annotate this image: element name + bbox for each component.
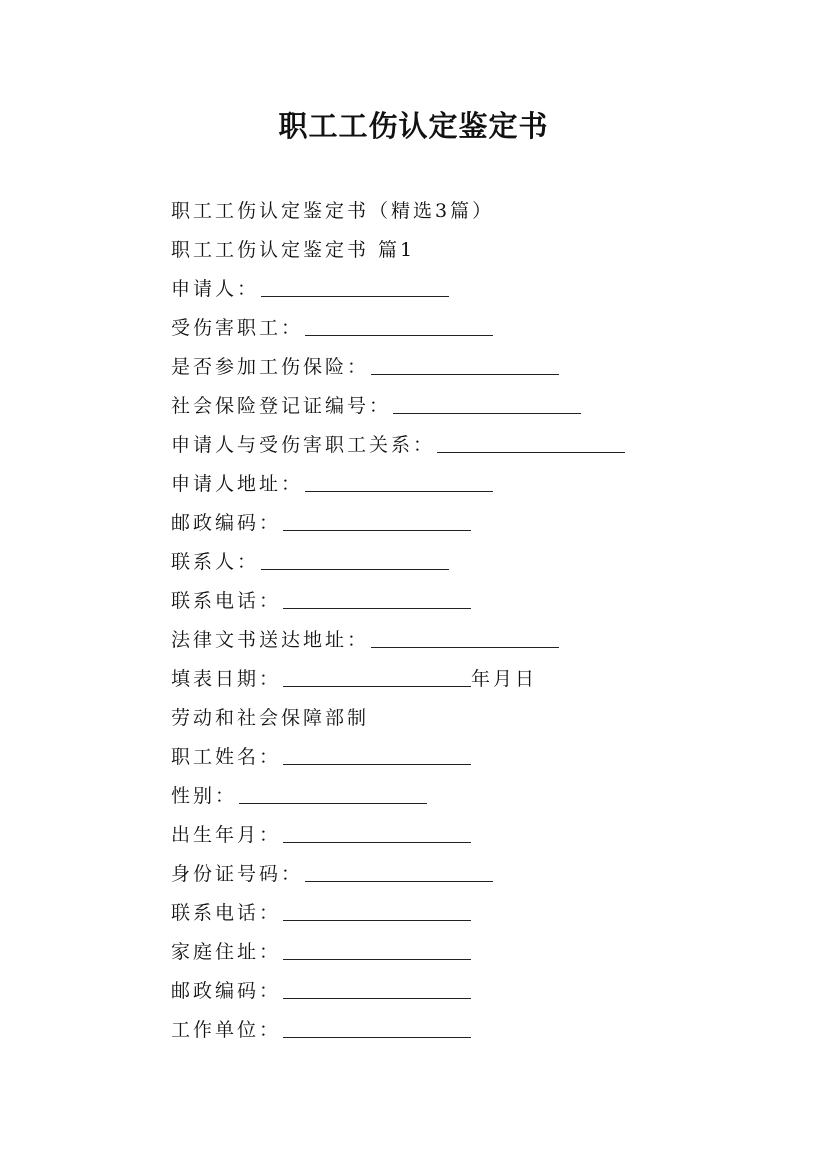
- fill-in-blank[interactable]: [283, 820, 471, 843]
- form-field-row: [171, 586, 791, 625]
- field-label: 申请人：: [171, 278, 260, 300]
- line-text: 职工工伤认定鉴定书（精选3篇）: [171, 200, 495, 222]
- fill-in-blank[interactable]: [437, 430, 625, 453]
- form-field-row: [171, 1015, 791, 1054]
- form-field-row: [171, 742, 791, 781]
- field-label: 法律文书送达地址：: [171, 629, 370, 651]
- document-title: 职工工伤认定鉴定书: [278, 109, 549, 143]
- field-label: 家庭住址：: [171, 941, 282, 963]
- fill-in-blank[interactable]: [305, 859, 493, 882]
- fill-in-blank[interactable]: [283, 508, 471, 531]
- fill-in-blank[interactable]: [371, 352, 559, 375]
- text-line: [171, 703, 791, 742]
- field-label: 申请人地址：: [171, 473, 304, 495]
- form-field-row: [171, 820, 791, 859]
- form-field-row: [171, 898, 791, 937]
- fill-in-blank[interactable]: [283, 898, 471, 921]
- form-field-row: [171, 859, 791, 898]
- fill-in-blank[interactable]: [393, 391, 581, 414]
- line-text: 劳动和社会保障部制: [171, 707, 370, 729]
- form-field-row: [171, 391, 791, 430]
- fill-in-blank[interactable]: [371, 625, 559, 648]
- field-label: 工作单位：: [171, 1019, 282, 1041]
- form-field-row: [171, 937, 791, 976]
- form-field-row: [171, 547, 791, 586]
- form-field-row: [171, 274, 791, 313]
- fill-in-blank[interactable]: [283, 664, 471, 687]
- field-label: 申请人与受伤害职工关系：: [171, 434, 436, 456]
- field-label: 联系电话：: [171, 590, 282, 612]
- fill-in-blank[interactable]: [283, 976, 471, 999]
- form-field-row: [171, 469, 791, 508]
- form-field-row: [171, 430, 791, 469]
- fill-in-blank[interactable]: [261, 274, 449, 297]
- fill-in-blank[interactable]: [239, 781, 427, 804]
- text-line: [171, 235, 791, 274]
- line-text: 职工工伤认定鉴定书 篇1: [171, 239, 416, 261]
- field-label: 联系人：: [171, 551, 260, 573]
- field-label: 邮政编码：: [171, 980, 282, 1002]
- fill-in-blank[interactable]: [283, 586, 471, 609]
- form-field-row: [171, 664, 791, 703]
- fill-in-blank[interactable]: [305, 469, 493, 492]
- fill-in-blank[interactable]: [261, 547, 449, 570]
- field-label: 邮政编码：: [171, 512, 282, 534]
- field-label: 性别：: [171, 785, 238, 807]
- field-label: 社会保险登记证编号：: [171, 395, 392, 417]
- field-label: 职工姓名：: [171, 746, 282, 768]
- fill-in-blank[interactable]: [283, 1015, 471, 1038]
- form-field-row: [171, 625, 791, 664]
- form-lines: [171, 196, 791, 1054]
- form-field-row: [171, 781, 791, 820]
- field-label: 出生年月：: [171, 824, 282, 846]
- fill-in-blank[interactable]: [305, 313, 493, 336]
- field-label: 联系电话：: [171, 902, 282, 924]
- field-label: 是否参加工伤保险：: [171, 356, 370, 378]
- fill-in-blank[interactable]: [283, 937, 471, 960]
- field-label: 填表日期：: [171, 668, 282, 690]
- date-suffix: 年月日: [471, 668, 538, 690]
- text-line: [171, 196, 791, 235]
- form-field-row: [171, 313, 791, 352]
- field-label: 受伤害职工：: [171, 317, 304, 339]
- field-label: 身份证号码：: [171, 863, 304, 885]
- form-field-row: [171, 352, 791, 391]
- form-field-row: [171, 508, 791, 547]
- fill-in-blank[interactable]: [283, 742, 471, 765]
- form-field-row: [171, 976, 791, 1015]
